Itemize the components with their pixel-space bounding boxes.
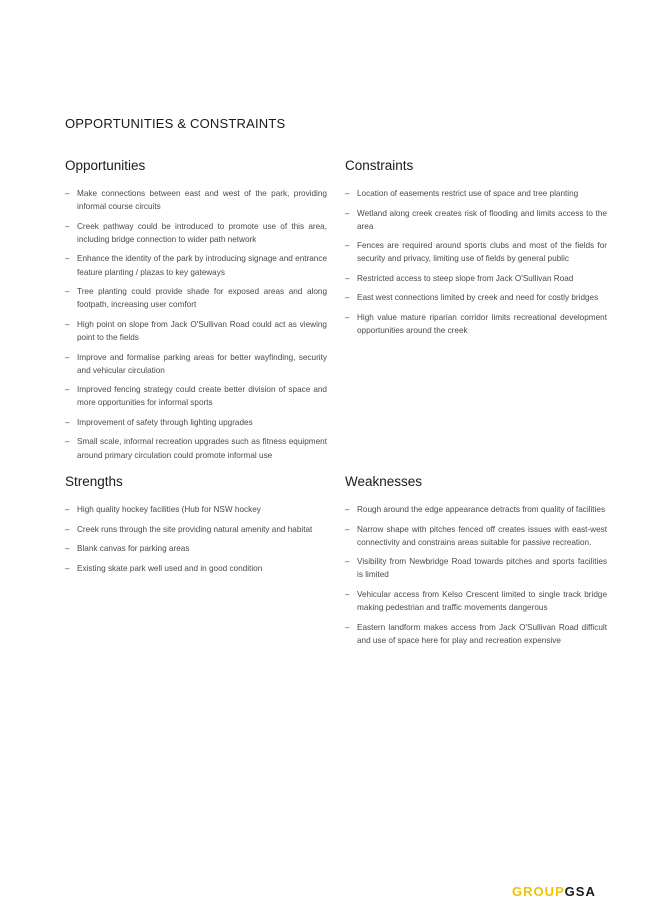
strengths-list — [65, 503, 327, 575]
opportunities-section — [65, 158, 327, 468]
strengths-section — [65, 474, 327, 581]
list-item: – Blank canvas for parking areas — [65, 542, 327, 555]
page-title: OPPORTUNITIES & CONSTRAINTS — [65, 116, 286, 131]
constraints-heading: Constraints — [345, 158, 414, 173]
weaknesses-list — [345, 503, 607, 647]
list-item: – Creek runs through the site providing natural amenity and habitat — [65, 523, 327, 536]
list-item: – Rough around the edge appearance detracts from quality of facilities — [345, 503, 607, 516]
list-item: – High point on slope from Jack O'Sullivan Road could act as viewing point to the fields — [65, 318, 327, 344]
list-item: – Fences are required around sports clubs and most of the fields for security and privacy, limiting use of fields by general public — [345, 239, 607, 265]
constraints-list — [345, 187, 607, 337]
weaknesses-section — [345, 474, 607, 653]
list-item: – Enhance the identity of the park by introducing signage and entrance feature planting / plazas to key gateways — [65, 252, 327, 278]
list-item: – Visibility from Newbridge Road towards pitches and sports facilities is limited — [345, 555, 607, 581]
group-gsa-logo — [512, 884, 607, 902]
logo-part-group: GROUP — [512, 884, 565, 899]
list-item: – Improve and formalise parking areas for better wayfinding, security and vehicular circulation — [65, 351, 327, 377]
list-item: – Small scale, informal recreation upgrades such as fitness equipment around primary circulation could promote informal use — [65, 435, 327, 461]
list-item: – Creek pathway could be introduced to promote use of this area, including bridge connection to wider path network — [65, 220, 327, 246]
list-item: – Wetland along creek creates risk of flooding and limits access to the area — [345, 207, 607, 233]
list-item: – Improvement of safety through lighting upgrades — [65, 416, 327, 429]
list-item: – Improved fencing strategy could create better division of space and more opportunities for informal sports — [65, 383, 327, 409]
list-item: – High value mature riparian corridor limits recreational development opportunities around the creek — [345, 311, 607, 337]
list-item: – Vehicular access from Kelso Crescent limited to single track bridge making pedestrian and traffic movements dangerous — [345, 588, 607, 614]
list-item: – Eastern landform makes access from Jack O'Sullivan Road difficult and use of space here for play and recreation expensive — [345, 621, 607, 647]
list-item: – Location of easements restrict use of space and tree planting — [345, 187, 607, 200]
list-item: – Tree planting could provide shade for exposed areas and along footpath, increasing user comfort — [65, 285, 327, 311]
list-item: – Narrow shape with pitches fenced off creates issues with east-west connectivity and constrains areas suitable for passive recreation. — [345, 523, 607, 549]
constraints-section — [345, 158, 607, 344]
opportunities-list — [65, 187, 327, 462]
logo-part-gsa: GSA — [564, 884, 596, 899]
opportunities-heading: Opportunities — [65, 158, 146, 173]
list-item: – High quality hockey facilities (Hub for NSW hockey — [65, 503, 327, 516]
list-item: – East west connections limited by creek and need for costly bridges — [345, 291, 607, 304]
list-item: – Make connections between east and west of the park, providing informal course circuits — [65, 187, 327, 213]
list-item: – Restricted access to steep slope from Jack O'Sullivan Road — [345, 272, 607, 285]
weaknesses-heading: Weaknesses — [345, 474, 423, 489]
strengths-heading: Strengths — [65, 474, 123, 489]
list-item: – Existing skate park well used and in good condition — [65, 562, 327, 575]
